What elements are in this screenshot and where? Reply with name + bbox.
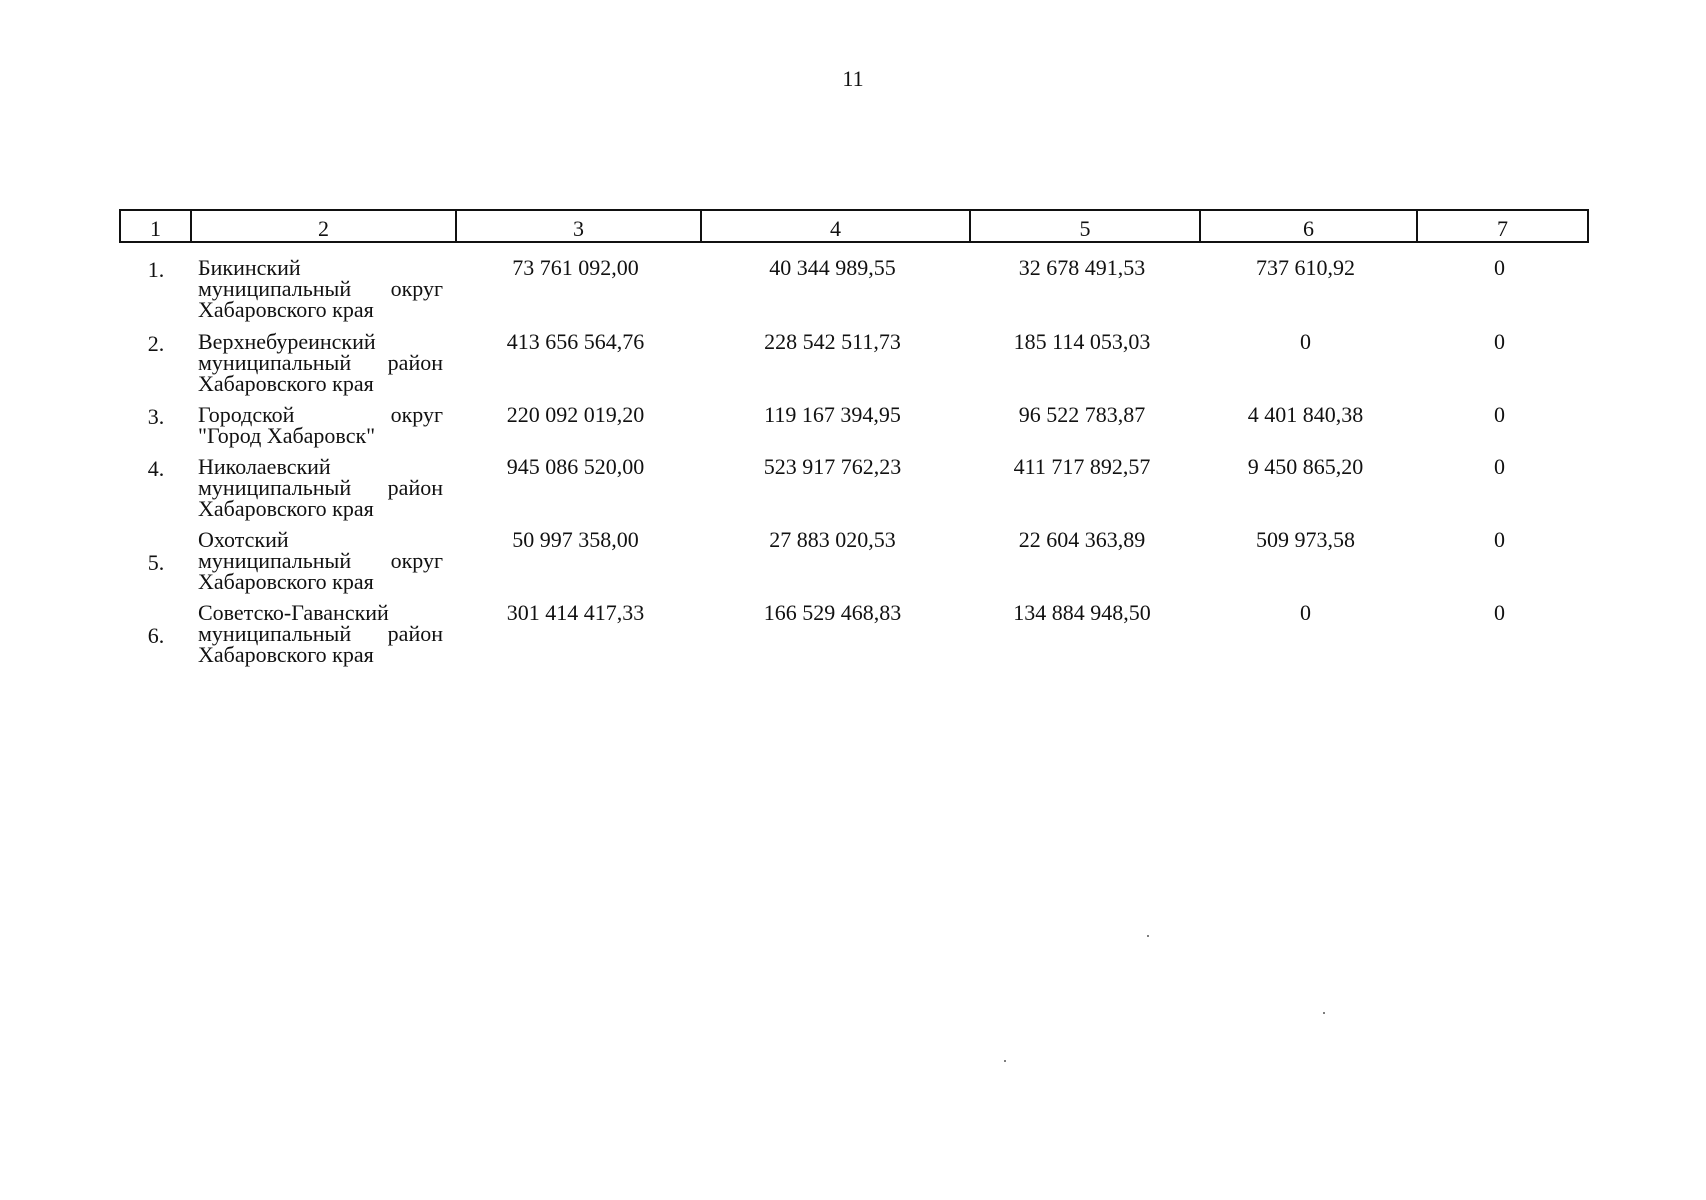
row-number: 1. xyxy=(147,257,165,282)
district-name xyxy=(198,331,443,394)
value-col-6: 4 401 840,38 xyxy=(1247,402,1364,427)
value-col-6: 0 xyxy=(1300,329,1311,354)
value-col-4: 523 917 762,23 xyxy=(763,454,902,479)
value-col-7: 0 xyxy=(1494,329,1505,354)
value-col-5: 22 604 363,89 xyxy=(1018,527,1146,552)
value-col-5: 185 114 053,03 xyxy=(1013,329,1151,354)
district-name xyxy=(198,257,443,320)
scan-speck xyxy=(1323,1012,1325,1014)
value-col-4: 40 344 989,55 xyxy=(769,255,896,280)
value-col-4: 27 883 020,53 xyxy=(769,527,896,552)
row-number: 5. xyxy=(147,550,165,575)
district-name-line: Верхнебуреинский xyxy=(198,329,376,354)
district-name-line: Хабаровского края xyxy=(198,496,374,521)
value-col-3: 945 086 520,00 xyxy=(506,454,645,479)
district-name-line: Николаевский xyxy=(198,454,331,479)
value-col-6: 509 973,58 xyxy=(1256,527,1355,552)
page-number: 11 xyxy=(842,66,864,91)
district-name-line: муниципальный район xyxy=(198,350,443,375)
district-name-line: Хабаровского края xyxy=(198,297,374,322)
value-col-6: 737 610,92 xyxy=(1256,255,1355,280)
district-name xyxy=(198,529,443,592)
district-name-line: муниципальный район xyxy=(198,475,443,500)
header-col-6: 6 xyxy=(1199,211,1416,241)
row-number: 6. xyxy=(147,623,165,648)
district-name-line: Хабаровского края xyxy=(198,371,374,396)
value-col-4: 166 529 468,83 xyxy=(763,600,902,625)
header-col-5: 5 xyxy=(969,211,1199,241)
district-name-line: муниципальный округ xyxy=(198,548,443,573)
value-col-5: 32 678 491,53 xyxy=(1018,255,1146,280)
value-col-7: 0 xyxy=(1494,600,1505,625)
value-col-4: 228 542 511,73 xyxy=(764,329,901,354)
row-number: 4. xyxy=(147,456,165,481)
header-col-7: 7 xyxy=(1416,211,1587,241)
value-col-6: 0 xyxy=(1300,600,1311,625)
district-name-line: Хабаровского края xyxy=(198,642,374,667)
district-name-line: Советско-Гаванский xyxy=(198,600,389,625)
value-col-7: 0 xyxy=(1494,527,1505,552)
district-name xyxy=(198,456,443,519)
district-name-line: Охотский xyxy=(198,527,289,552)
district-name-line: Бикинский xyxy=(198,255,301,280)
value-col-4: 119 167 394,95 xyxy=(764,402,901,427)
row-number: 3. xyxy=(147,404,165,429)
value-col-3: 413 656 564,76 xyxy=(506,329,645,354)
value-col-3: 220 092 019,20 xyxy=(506,402,645,427)
header-col-4: 4 xyxy=(700,211,969,241)
table-header-row xyxy=(119,209,1589,243)
district-name xyxy=(198,602,443,665)
value-col-6: 9 450 865,20 xyxy=(1247,454,1364,479)
scan-speck xyxy=(1004,1060,1006,1062)
header-col-2: 2 xyxy=(190,211,455,241)
value-col-5: 134 884 948,50 xyxy=(1013,600,1151,625)
value-col-3: 50 997 358,00 xyxy=(512,527,639,552)
value-col-7: 0 xyxy=(1494,402,1505,427)
header-col-1: 1 xyxy=(150,216,161,241)
row-number: 2. xyxy=(147,331,165,356)
value-col-3: 73 761 092,00 xyxy=(512,255,639,280)
district-name xyxy=(198,404,443,446)
district-name-line: Хабаровского края xyxy=(198,569,374,594)
district-name-line: Городской округ xyxy=(198,402,443,427)
header-col-3: 3 xyxy=(455,211,700,241)
value-col-5: 411 717 892,57 xyxy=(1013,454,1151,479)
value-col-7: 0 xyxy=(1494,454,1505,479)
value-col-7: 0 xyxy=(1494,255,1505,280)
district-name-line: "Город Хабаровск" xyxy=(198,423,376,448)
district-name-line: муниципальный район xyxy=(198,621,443,646)
value-col-3: 301 414 417,33 xyxy=(506,600,645,625)
scan-speck xyxy=(1147,935,1149,937)
district-name-line: муниципальный округ xyxy=(198,276,443,301)
value-col-5: 96 522 783,87 xyxy=(1018,402,1146,427)
